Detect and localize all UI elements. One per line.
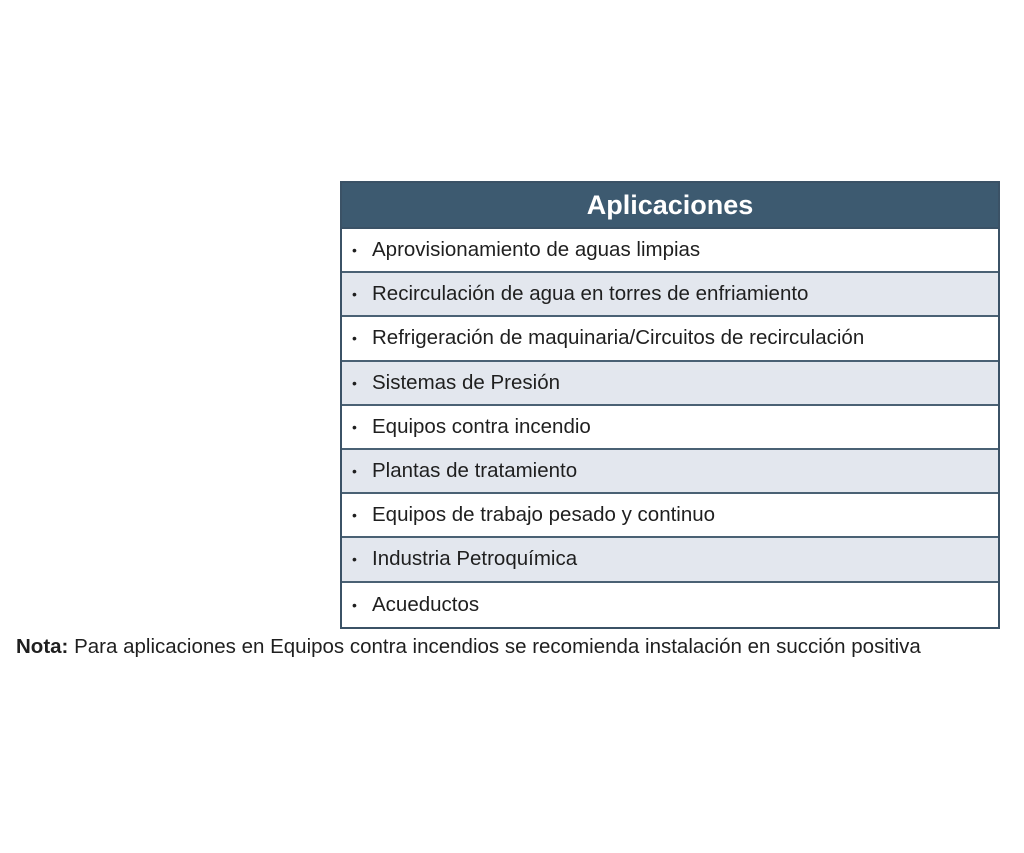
note-text: Para aplicaciones en Equipos contra incendios se recomienda instalación en succión positiva	[68, 635, 921, 658]
bullet-icon: •	[352, 596, 357, 613]
applications-table	[340, 181, 1000, 629]
table-row	[342, 273, 998, 317]
bullet-icon: •	[352, 551, 357, 568]
row-text: Industria Petroquímica	[372, 547, 578, 571]
bullet-icon: •	[352, 418, 357, 435]
table-row	[342, 450, 998, 494]
table-header: Aplicaciones	[342, 183, 998, 229]
row-text: Sistemas de Presión	[372, 370, 561, 394]
bullet-icon: •	[352, 330, 357, 347]
table-row	[342, 538, 998, 582]
table-row	[342, 494, 998, 538]
table-row	[342, 229, 998, 273]
bullet-icon: •	[352, 507, 357, 524]
table-row	[342, 406, 998, 450]
row-text: Equipos contra incendio	[372, 414, 591, 438]
table-row	[342, 317, 998, 361]
row-text: Acueductos	[372, 592, 480, 616]
bullet-icon: •	[352, 463, 357, 480]
row-text: Aprovisionamiento de aguas limpias	[372, 238, 701, 262]
row-text: Recirculación de agua en torres de enfriamiento	[372, 282, 809, 306]
bullet-icon: •	[352, 286, 357, 303]
bullet-icon: •	[352, 242, 357, 259]
row-text: Plantas de tratamiento	[372, 459, 578, 483]
note-label: Nota:	[16, 635, 69, 658]
table-row	[342, 362, 998, 406]
note-paragraph	[16, 633, 976, 661]
table-row	[342, 583, 998, 627]
bullet-icon: •	[352, 374, 357, 391]
row-text: Equipos de trabajo pesado y continuo	[372, 503, 716, 527]
row-text: Refrigeración de maquinaria/Circuitos de recirculación	[372, 326, 865, 350]
